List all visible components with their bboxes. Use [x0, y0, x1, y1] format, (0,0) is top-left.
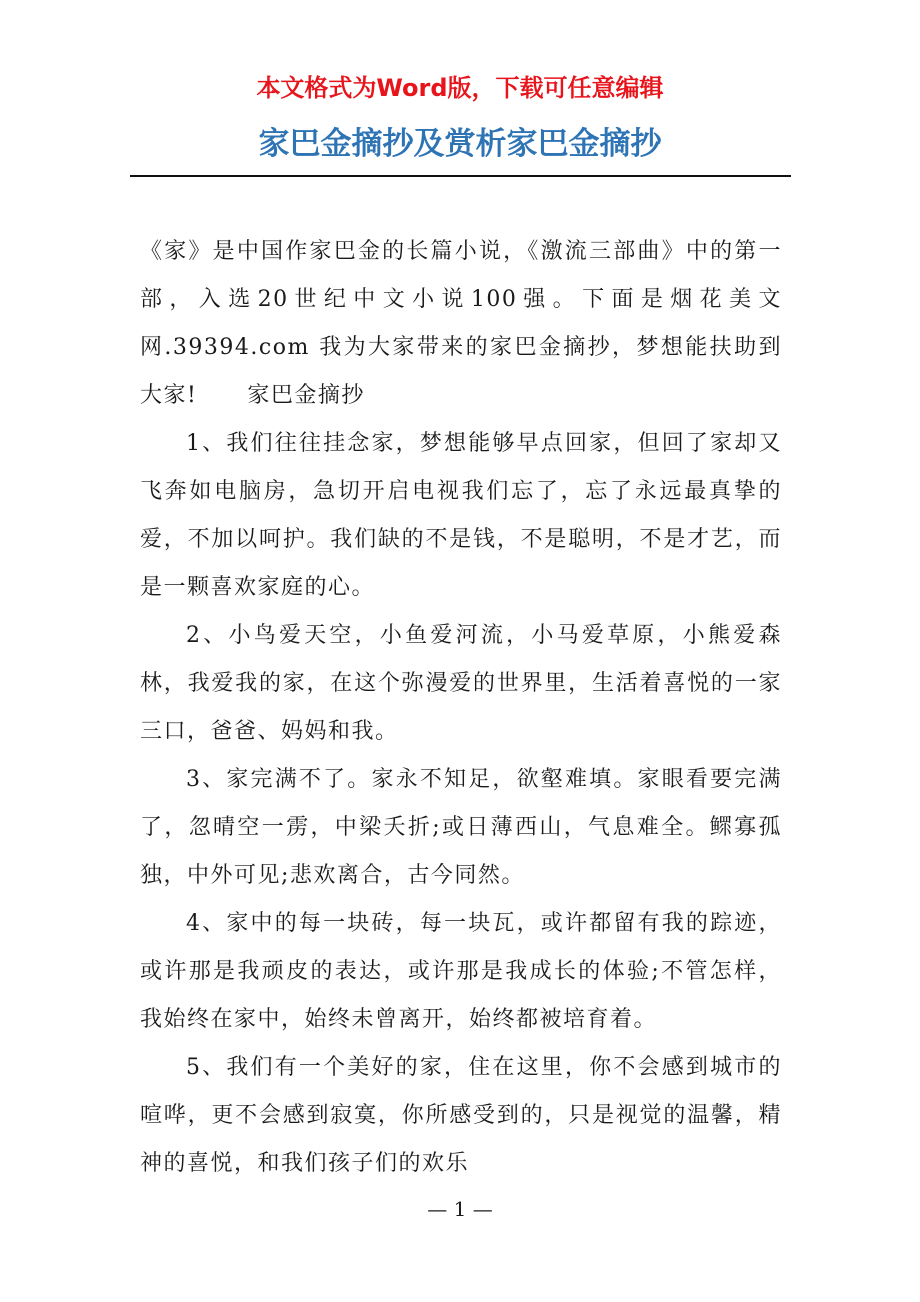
intro-paragraph: [140, 228, 782, 420]
section-subheading: 家巴金摘抄: [247, 383, 365, 408]
document-title: 家巴金摘抄及赏析家巴金摘抄: [258, 126, 662, 162]
intro-text: 《家》是中国作家巴金的长篇小说，《激流三部曲》中的第一部，入选20世纪中文小说100强。下面是烟花美文网.39394.com 我为大家带来的家巴金摘抄，梦想能扶助到大家!: [140, 239, 782, 408]
document-body: [140, 228, 782, 1188]
title-divider: [130, 175, 791, 177]
excerpt-paragraph-3: 3、家完满不了。家永不知足，欲壑难填。家眼看要完满了，忽晴空一雳，中梁夭折;或日薄西山，气息难全。鳏寡孤独，中外可见;悲欢离合，古今同然。: [140, 767, 782, 888]
format-notice: 本文格式为Word版，下载可任意编辑: [256, 74, 664, 102]
excerpt-paragraph-1: 1、我们往往挂念家，梦想能够早点回家，但回了家却又飞奔如电脑房，急切开启电视我们忘了，忘了永远最真挚的爱，不加以呵护。我们缺的不是钱，不是聪明，不是才艺，而是一颗喜欢家庭的心。: [140, 431, 782, 600]
excerpt-paragraph-5: 5、我们有一个美好的家，住在这里，你不会感到城市的喧哗，更不会感到寂寞，你所感受到的，只是视觉的温馨，精神的喜悦，和我们孩子们的欢乐: [140, 1055, 782, 1176]
excerpt-paragraph-2: 2、小鸟爱天空，小鱼爱河流，小马爱草原，小熊爱森林，我爱我的家，在这个弥漫爱的世界里，生活着喜悦的一家三口，爸爸、妈妈和我。: [140, 623, 782, 744]
page-number: — 1 —: [427, 1197, 493, 1221]
excerpt-paragraph-4: 4、家中的每一块砖，每一块瓦，或许都留有我的踪迹，或许那是我顽皮的表达，或许那是我成长的体验;不管怎样，我始终在家中，始终未曾离开，始终都被培育着。: [140, 911, 782, 1032]
